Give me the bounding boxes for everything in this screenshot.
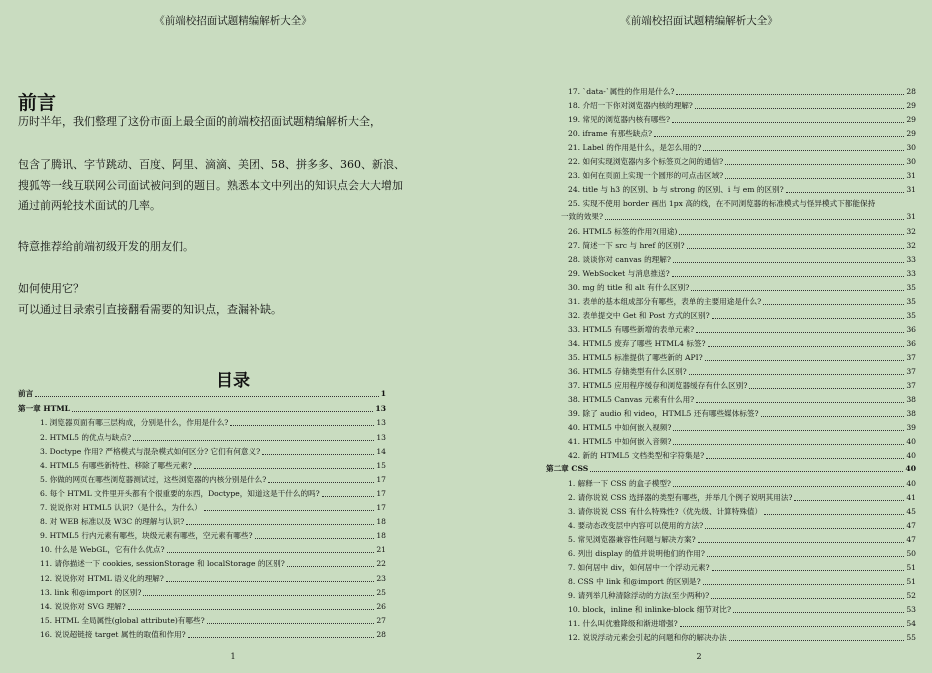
toc-entry-title: 36. HTML5 存储类型有什么区别? bbox=[568, 367, 687, 376]
toc-leader bbox=[687, 248, 905, 249]
toc-entry[interactable] bbox=[568, 326, 916, 334]
toc-leader bbox=[72, 411, 373, 412]
toc-leader bbox=[262, 454, 374, 455]
toc-entry-page: 41 bbox=[906, 493, 916, 502]
toc-entry-page: 37 bbox=[906, 381, 916, 390]
toc-entry-page: 17 bbox=[376, 489, 386, 498]
toc-entry[interactable] bbox=[568, 382, 916, 390]
toc-entry-page: 33 bbox=[906, 255, 916, 264]
toc-leader bbox=[725, 178, 904, 179]
toc-leader bbox=[703, 150, 904, 151]
toc-entry-page: 21 bbox=[376, 545, 386, 554]
toc-entry-page: 35 bbox=[906, 283, 916, 292]
toc-entry-page: 51 bbox=[906, 577, 916, 586]
page-2 bbox=[466, 0, 932, 673]
toc-entry-page: 28 bbox=[906, 87, 916, 96]
toc-entry[interactable] bbox=[18, 405, 386, 413]
preface-paragraph: 如何使用它？ bbox=[18, 282, 84, 295]
toc-leader bbox=[691, 290, 904, 291]
toc-entry-title: 29. WebSocket 与消息推送? bbox=[568, 269, 670, 278]
toc-entry-title: 41. HTML5 中如何嵌入音频? bbox=[568, 437, 672, 446]
toc-entry[interactable] bbox=[568, 340, 916, 348]
toc-entry-title: 33. HTML5 有哪些新增的表单元素? bbox=[568, 325, 695, 334]
toc-leader bbox=[194, 468, 375, 469]
toc-entry-title: 7. 如何居中 div，如何居中一个浮动元素? bbox=[568, 563, 710, 572]
page-header: 《前端校招面试题精编解析大全》 bbox=[620, 15, 778, 27]
toc-entry-page: 53 bbox=[906, 605, 916, 614]
toc-entry[interactable] bbox=[40, 589, 386, 597]
toc-entry[interactable] bbox=[568, 186, 916, 194]
toc-entry-page: 40 bbox=[906, 479, 916, 488]
toc-leader bbox=[35, 396, 379, 397]
toc-entry[interactable] bbox=[40, 462, 386, 470]
toc-entry-title: 14. 说说你对 SVG 理解? bbox=[40, 602, 126, 611]
toc-entry-title: 5. 常见浏览器兼容性问题与解决方案? bbox=[568, 535, 696, 544]
toc-entry[interactable] bbox=[568, 116, 916, 124]
toc-entry-title: 1. 解释一下 CSS 的盒子模型? bbox=[568, 479, 671, 488]
toc-entry-title: 12. 说说你对 HTML 语义化的理解? bbox=[40, 574, 164, 583]
toc-entry-page: 31 bbox=[906, 185, 916, 194]
toc-entry[interactable] bbox=[40, 419, 386, 427]
toc-leader bbox=[712, 570, 905, 571]
toc-entry[interactable] bbox=[40, 434, 386, 442]
toc-entry-title: 15. HTML 全局属性(global attribute)有哪些? bbox=[40, 616, 205, 625]
toc-entry-title: 6. 每个 HTML 文件里开头都有个很重要的东西，Doctype，知道这是干什么的吗? bbox=[40, 489, 320, 498]
toc-entry-page: 40 bbox=[906, 451, 916, 460]
toc-entry[interactable] bbox=[568, 396, 916, 404]
toc-entry[interactable] bbox=[40, 504, 386, 512]
toc-entry-title: 20. iframe 有那些缺点? bbox=[568, 129, 653, 138]
toc-entry[interactable] bbox=[568, 452, 916, 460]
toc-leader bbox=[166, 581, 374, 582]
toc-entry-page: 23 bbox=[376, 574, 386, 583]
toc-entry-page: 13 bbox=[376, 433, 386, 442]
toc-entry[interactable] bbox=[568, 634, 916, 642]
toc-entry-title: 12. 说说浮动元素会引起的问题和你的解决办法 bbox=[568, 633, 727, 642]
preface-paragraph: 特意推荐给前端初级开发的朋友们。 bbox=[18, 240, 194, 253]
toc-leader bbox=[207, 623, 375, 624]
toc-title: 目录 bbox=[216, 371, 250, 391]
toc-leader bbox=[673, 444, 904, 445]
toc-leader bbox=[703, 584, 905, 585]
toc-entry-title: 11. 什么叫优雅降级和渐进增强? bbox=[568, 619, 678, 628]
toc-leader bbox=[680, 626, 905, 627]
toc-entry-title: 第二章 CSS bbox=[546, 464, 589, 473]
toc-entry[interactable] bbox=[40, 476, 386, 484]
toc-entry-title: 前言 bbox=[18, 389, 34, 398]
toc-entry[interactable] bbox=[568, 424, 916, 432]
toc-leader bbox=[707, 556, 904, 557]
toc-leader bbox=[287, 566, 375, 567]
toc-entry[interactable] bbox=[568, 438, 916, 446]
toc-leader bbox=[230, 425, 374, 426]
toc-entry-page: 37 bbox=[906, 353, 916, 362]
toc-entry-page: 52 bbox=[906, 591, 916, 600]
toc-entry[interactable] bbox=[40, 617, 386, 625]
toc-leader bbox=[268, 482, 374, 483]
toc-leader bbox=[711, 598, 904, 599]
toc-entry[interactable] bbox=[568, 228, 916, 236]
toc-entry[interactable] bbox=[568, 508, 916, 516]
toc-entry-page: 51 bbox=[906, 563, 916, 572]
toc-leader bbox=[729, 640, 905, 641]
toc-entry[interactable] bbox=[568, 102, 916, 110]
toc-entry[interactable] bbox=[40, 603, 386, 611]
toc-entry-title: 26. HTML5 标签的作用?(用途) bbox=[568, 227, 678, 236]
page-number: 2 bbox=[696, 652, 702, 661]
toc-entry[interactable] bbox=[40, 575, 386, 583]
toc-entry[interactable] bbox=[40, 631, 386, 639]
toc-leader bbox=[794, 500, 904, 501]
toc-entry-title: 30. mg 的 title 和 alt 有什么区别? bbox=[568, 283, 690, 292]
toc-entry-title: 8. CSS 中 link 和@import 的区别是? bbox=[568, 577, 701, 586]
toc-entry[interactable] bbox=[568, 606, 916, 614]
toc-entry[interactable] bbox=[40, 546, 386, 554]
toc-entry-page: 32 bbox=[906, 227, 916, 236]
toc-entry-title: 一致的效果? bbox=[561, 212, 604, 221]
toc-entry-title: 13. link 和@import 的区别? bbox=[40, 588, 142, 597]
toc-leader bbox=[605, 219, 904, 220]
toc-entry[interactable] bbox=[568, 354, 916, 362]
toc-leader bbox=[128, 609, 375, 610]
toc-entry-continuation[interactable] bbox=[561, 213, 916, 221]
toc-entry-page: 15 bbox=[376, 461, 386, 470]
preface-paragraph: 包含了腾讯、字节跳动、百度、阿里、滴滴、美团、58、拼多多、360、新浪、 bbox=[18, 158, 405, 171]
toc-entry-page: 38 bbox=[906, 409, 916, 418]
toc-entry-page: 22 bbox=[376, 559, 386, 568]
toc-entry-title: 24. title 与 h3 的区别、b 与 strong 的区别、i 与 em 的区别? bbox=[568, 185, 784, 194]
toc-entry-page: 55 bbox=[906, 633, 916, 642]
toc-entry-page: 35 bbox=[906, 311, 916, 320]
toc-entry-page: 14 bbox=[376, 447, 386, 456]
toc-entry-title: 25. 实现不使用 border 画出 1px 高的线，在不同浏览器的标准模式与怪异模式下都能保持 bbox=[568, 199, 876, 208]
toc-entry-page: 32 bbox=[906, 241, 916, 250]
preface-paragraph: 历时半年，我们整理了这份市面上最全面的前端校招面试题精编解析大全， bbox=[18, 115, 381, 128]
toc-entry[interactable] bbox=[568, 410, 916, 418]
toc-entry-page: 40 bbox=[906, 437, 916, 446]
toc-leader bbox=[695, 108, 904, 109]
toc-entry-title: 1. 浏览器页面有哪三层构成，分别是什么，作用是什么? bbox=[40, 418, 229, 427]
toc-entry-title: 31. 表单的基本组成部分有哪些，表单的主要用途是什么? bbox=[568, 297, 762, 306]
toc-leader bbox=[786, 192, 905, 193]
toc-leader bbox=[672, 122, 904, 123]
toc-entry-title: 8. 对 WEB 标准以及 W3C 的理解与认识? bbox=[40, 517, 185, 526]
toc-entry[interactable] bbox=[568, 270, 916, 278]
toc-leader bbox=[761, 416, 905, 417]
toc-entry-title: 27. 简述一下 src 与 href 的区别? bbox=[568, 241, 685, 250]
toc-entry-page: 33 bbox=[906, 269, 916, 278]
toc-entry[interactable] bbox=[40, 490, 386, 498]
toc-entry-page: 54 bbox=[906, 619, 916, 628]
toc-leader bbox=[188, 637, 375, 638]
toc-entry[interactable] bbox=[568, 480, 916, 488]
toc-entry-title: 18. 介绍一下你对浏览器内核的理解? bbox=[568, 101, 693, 110]
toc-entry-page: 45 bbox=[906, 507, 916, 516]
toc-entry[interactable] bbox=[568, 522, 916, 530]
toc-leader bbox=[167, 552, 375, 553]
toc-entry[interactable] bbox=[568, 550, 916, 558]
toc-entry-page: 26 bbox=[376, 602, 386, 611]
toc-entry-page: 35 bbox=[906, 297, 916, 306]
toc-entry-page: 40 bbox=[905, 464, 916, 473]
toc-entry-title: 38. HTML5 Canvas 元素有什么用? bbox=[568, 395, 695, 404]
toc-leader bbox=[676, 94, 904, 95]
toc-leader bbox=[654, 136, 904, 137]
toc-leader bbox=[708, 346, 905, 347]
toc-entry-title: 40. HTML5 中如何嵌入视频? bbox=[568, 423, 672, 432]
toc-leader bbox=[712, 318, 905, 319]
toc-leader bbox=[696, 402, 904, 403]
toc-entry-title: 16. 说说超链接 target 属性的取值和作用? bbox=[40, 630, 186, 639]
toc-entry-title: 11. 请你描述一下 cookies, sessionStorage 和 localStorage 的区别? bbox=[40, 559, 285, 568]
toc-leader bbox=[689, 374, 905, 375]
toc-leader bbox=[679, 234, 904, 235]
toc-entry-page: 39 bbox=[906, 423, 916, 432]
toc-entry-title: 17. `data-`属性的作用是什么? bbox=[568, 87, 675, 96]
toc-entry-page: 29 bbox=[906, 101, 916, 110]
toc-entry[interactable] bbox=[546, 465, 916, 473]
toc-entry-title: 32. 表单提交中 Get 和 Post 方式的区别? bbox=[568, 311, 710, 320]
toc-entry[interactable] bbox=[568, 144, 916, 152]
toc-leader bbox=[255, 538, 375, 539]
toc-entry-title: 2. 请你说说 CSS 选择器的类型有哪些，并举几个例子说明其用法? bbox=[568, 493, 793, 502]
toc-entry[interactable] bbox=[568, 242, 916, 250]
toc-entry[interactable] bbox=[568, 494, 916, 502]
toc-entry-page: 17 bbox=[376, 503, 386, 512]
toc-leader bbox=[133, 440, 374, 441]
toc-entry[interactable] bbox=[568, 130, 916, 138]
toc-entry[interactable] bbox=[18, 390, 386, 398]
toc-entry-page: 17 bbox=[376, 475, 386, 484]
toc-entry-title: 28. 谈谈你对 canvas 的理解? bbox=[568, 255, 671, 264]
toc-entry[interactable] bbox=[568, 564, 916, 572]
toc-entry-page: 29 bbox=[906, 115, 916, 124]
toc-entry-title: 7. 说说你对 HTML5 认识?（是什么，为什么） bbox=[40, 503, 202, 512]
toc-leader bbox=[696, 332, 904, 333]
toc-entry-page: 1 bbox=[380, 389, 386, 398]
toc-entry[interactable] bbox=[568, 200, 916, 208]
toc-entry-title: 10. block，inline 和 inlinke-block 细节对比? bbox=[568, 605, 732, 614]
toc-entry-title: 23. 如何在页面上实现一个圆形的可点击区域? bbox=[568, 171, 724, 180]
toc-leader bbox=[725, 164, 904, 165]
page-number: 1 bbox=[230, 652, 236, 661]
toc-leader bbox=[764, 514, 904, 515]
toc-leader bbox=[733, 612, 904, 613]
toc-entry-page: 28 bbox=[376, 630, 386, 639]
toc-entry-title: 21. Label 的作用是什么，是怎么用的? bbox=[568, 143, 702, 152]
toc-entry-page: 30 bbox=[906, 157, 916, 166]
toc-entry[interactable] bbox=[568, 88, 916, 96]
toc-entry-title: 10. 什么是 WebGL，它有什么优点? bbox=[40, 545, 165, 554]
toc-leader bbox=[186, 524, 374, 525]
toc-entry-title: 第一章 HTML bbox=[18, 404, 70, 413]
toc-entry-title: 9. HTML5 行内元素有哪些，块级元素有哪些，空元素有哪些? bbox=[40, 531, 253, 540]
toc-entry-title: 4. 要动态改变层中内容可以使用的方法? bbox=[568, 521, 704, 530]
toc-entry-title: 6. 列出 display 的值并说明他们的作用? bbox=[568, 549, 705, 558]
toc-leader bbox=[322, 496, 375, 497]
toc-entry-page: 27 bbox=[376, 616, 386, 625]
toc-entry-page: 36 bbox=[906, 325, 916, 334]
toc-entry[interactable] bbox=[40, 532, 386, 540]
toc-entry-page: 18 bbox=[376, 531, 386, 540]
toc-entry-page: 50 bbox=[906, 549, 916, 558]
toc-entry-title: 35. HTML5 标准提供了哪些新的 API? bbox=[568, 353, 703, 362]
toc-entry-title: 42. 新的 HTML5 文档类型和字符集是? bbox=[568, 451, 705, 460]
toc-entry[interactable] bbox=[568, 312, 916, 320]
preface-title: 前言 bbox=[18, 92, 57, 114]
toc-entry-title: 3. 请你说说 CSS 有什么特殊性?（优先级、计算特殊值） bbox=[568, 507, 763, 516]
page-header: 《前端校招面试题精编解析大全》 bbox=[154, 15, 312, 27]
toc-entry-title: 4. HTML5 有哪些新特性、移除了哪些元素? bbox=[40, 461, 192, 470]
toc-leader bbox=[673, 430, 904, 431]
toc-leader bbox=[749, 388, 904, 389]
toc-entry-page: 29 bbox=[906, 129, 916, 138]
toc-entry-page: 31 bbox=[906, 212, 916, 221]
toc-entry-page: 38 bbox=[906, 395, 916, 404]
preface-paragraph: 可以通过目录索引直接翻看需要的知识点，查漏补缺。 bbox=[18, 303, 282, 316]
toc-entry-title: 22. 如何实现浏览器内多个标签页之间的通信? bbox=[568, 157, 724, 166]
toc-entry-title: 3. Doctype 作用? 严格模式与混杂模式如何区分? 它们有何意义? bbox=[40, 447, 261, 456]
toc-entry[interactable] bbox=[568, 592, 916, 600]
toc-leader bbox=[763, 304, 904, 305]
toc-entry[interactable] bbox=[568, 620, 916, 628]
toc-entry[interactable] bbox=[568, 298, 916, 306]
toc-entry[interactable] bbox=[568, 578, 916, 586]
toc-entry-title: 34. HTML5 废弃了哪些 HTML4 标签? bbox=[568, 339, 706, 348]
toc-entry-title: 5. 你做的网页在哪些浏览器测试过，这些浏览器的内核分别是什么? bbox=[40, 475, 267, 484]
toc-entry-title: 9. 请列举几种清除浮动的方法(至少两种)? bbox=[568, 591, 710, 600]
toc-entry-page: 47 bbox=[906, 535, 916, 544]
toc-entry-page: 25 bbox=[376, 588, 386, 597]
toc-leader bbox=[143, 595, 374, 596]
toc-leader bbox=[590, 471, 903, 472]
toc-leader bbox=[706, 458, 904, 459]
toc-entry[interactable] bbox=[40, 448, 386, 456]
toc-entry-page: 37 bbox=[906, 367, 916, 376]
toc-entry-title: 19. 常见的浏览器内核有哪些? bbox=[568, 115, 671, 124]
toc-entry-page: 36 bbox=[906, 339, 916, 348]
toc-leader bbox=[204, 510, 375, 511]
toc-entry-page: 47 bbox=[906, 521, 916, 530]
toc-entry[interactable] bbox=[568, 256, 916, 264]
toc-entry-page: 18 bbox=[376, 517, 386, 526]
toc-entry[interactable] bbox=[568, 172, 916, 180]
toc-entry[interactable] bbox=[568, 158, 916, 166]
toc-entry-page: 30 bbox=[906, 143, 916, 152]
toc-entry-title: 2. HTML5 的优点与缺点? bbox=[40, 433, 132, 442]
toc-leader bbox=[673, 262, 904, 263]
toc-leader bbox=[672, 276, 905, 277]
toc-entry[interactable] bbox=[40, 560, 386, 568]
toc-entry[interactable] bbox=[568, 536, 916, 544]
toc-leader bbox=[673, 486, 904, 487]
toc-entry-page: 13 bbox=[375, 404, 386, 413]
toc-leader bbox=[705, 360, 905, 361]
toc-leader bbox=[698, 542, 905, 543]
preface-paragraph: 通过前两轮技术面试的几率。 bbox=[18, 199, 161, 212]
toc-entry-title: 39. 除了 audio 和 video，HTML5 还有哪些媒体标签? bbox=[568, 409, 759, 418]
toc-entry-page: 13 bbox=[376, 418, 386, 427]
toc-entry-title: 37. HTML5 应用程序缓存和浏览器缓存有什么区别? bbox=[568, 381, 748, 390]
toc-leader bbox=[705, 528, 904, 529]
toc-entry-page: 31 bbox=[906, 171, 916, 180]
toc-entry[interactable] bbox=[40, 518, 386, 526]
toc-entry[interactable] bbox=[568, 368, 916, 376]
toc-entry[interactable] bbox=[568, 284, 916, 292]
preface-paragraph: 搜狐等一线互联网公司面试被问到的题目。熟悉本文中列出的知识点会大大增加 bbox=[18, 179, 403, 192]
